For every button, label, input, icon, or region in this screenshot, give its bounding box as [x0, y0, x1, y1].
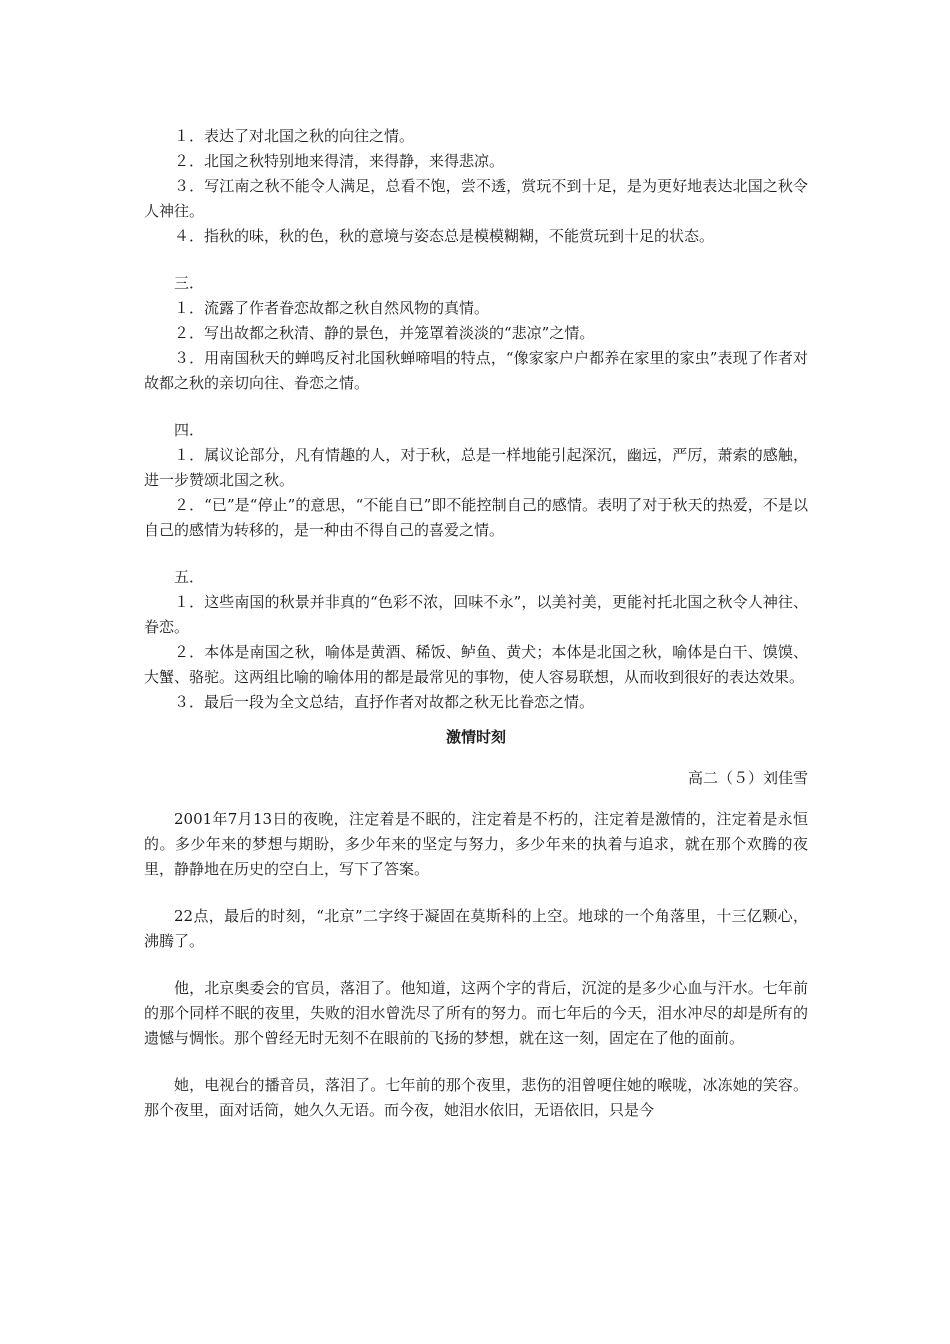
- section-three-heading: 三．: [174, 274, 205, 292]
- answer-5-3: ３．最后一段为全文总结，直抒作者对故都之秋无比眷恋之情。: [174, 693, 595, 711]
- section-three: [144, 271, 808, 396]
- spacer: [144, 954, 808, 976]
- essay-paragraph: 她，电视台的播音员，落泪了。七年前的那个夜里，悲伤的泪曾哽住她的喉咙，冰冻她的笑容。那个夜里，面对话筒，她久久无语。而今夜，她泪水依旧，无语依旧，只是今: [144, 1076, 808, 1119]
- spacer: [144, 882, 808, 904]
- answer-2-2: ２．北国之秋特别地来得清，来得静，来得悲凉。: [174, 152, 505, 170]
- section-four: [144, 418, 808, 543]
- answer-3-2: ２．写出故都之秋清、静的景色，并笼罩着淡淡的“悲凉”之情。: [174, 324, 595, 342]
- document-page: [144, 124, 808, 1123]
- essay-body: [144, 807, 808, 1123]
- answer-5-1: １．这些南国的秋景并非真的“色彩不浓，回味不永”，以美衬美，更能衬托北国之秋令人神往、眷恋。: [144, 593, 808, 636]
- essay-paragraph: 他，北京奥委会的官员，落泪了。他知道，这两个字的背后，沉淀的是多少心血与汗水。七年前的那个同样不眠的夜里，失败的泪水曾洗尽了所有的努力。而七年后的今天，泪水冲尽的却是所有的遗憾与惆怅。那个曾经无时无刻不在眼前的飞扬的梦想，就在这一刻，固定在了他的面前。: [144, 979, 808, 1047]
- answer-2-4: ４．指秋的味，秋的色，秋的意境与姿态总是模模糊糊，不能赏玩到十足的状态。: [174, 227, 715, 245]
- section-five: [144, 565, 808, 715]
- answer-3-1: １．流露了作者眷恋故都之秋自然风物的真情。: [174, 299, 490, 317]
- spacer: [144, 543, 808, 565]
- essay-paragraph: 2001年7月13日的夜晚，注定着是不眠的，注定着是不朽的，注定着是激情的，注定着是永恒的。多少年来的梦想与期盼，多少年来的坚定与努力，多少年来的执着与追求，就在那个欢腾的夜里，静静地在历史的空白上，写下了答案。: [144, 810, 808, 878]
- section-five-heading: 五．: [174, 568, 205, 586]
- essay-paragraph: 22点，最后的时刻，“北京”二字终于凝固在莫斯科的上空。地球的一个角落里，十三亿颗心，沸腾了。: [144, 907, 808, 950]
- answer-4-2: ２．“已”是“停止”的意思，“不能自已”即不能控制自己的感情。表明了对于秋天的热爱，不是以自己的感情为转移的，是一种由不得自己的喜爱之情。: [144, 496, 808, 539]
- answer-2-3: ３．写江南之秋不能令人满足，总看不饱，尝不透，赏玩不到十足，是为更好地表达北国之秋令人神往。: [144, 177, 808, 220]
- spacer: [144, 396, 808, 418]
- section-two: [144, 124, 808, 249]
- answer-2-1: １．表达了对北国之秋的向往之情。: [174, 127, 415, 145]
- section-four-heading: 四．: [174, 421, 205, 439]
- spacer: [144, 1051, 808, 1073]
- spacer: [144, 249, 808, 271]
- answer-3-3: ３．用南国秋天的蝉鸣反衬北国秋蝉啼唱的特点，“像家家户户都养在家里的家虫”表现了作者对故都之秋的亲切向往、眷恋之情。: [144, 349, 808, 392]
- answer-4-1: １．属议论部分，凡有情趣的人，对于秋，总是一样地能引起深沉，幽远，严厉，萧索的感触，进一步赞颂北国之秋。: [144, 446, 808, 489]
- essay-title: 激情时刻: [445, 728, 506, 746]
- essay-author: 高二（５）刘佳雪: [687, 769, 808, 787]
- answer-5-2: ２．本体是南国之秋，喻体是黄酒、稀饭、鲈鱼、黄犬；本体是北国之秋，喻体是白干、馍馍、大蟹、骆驼。这两组比喻的喻体用的都是最常见的事物，使人容易联想，从而收到很好的表达效果。: [144, 643, 808, 686]
